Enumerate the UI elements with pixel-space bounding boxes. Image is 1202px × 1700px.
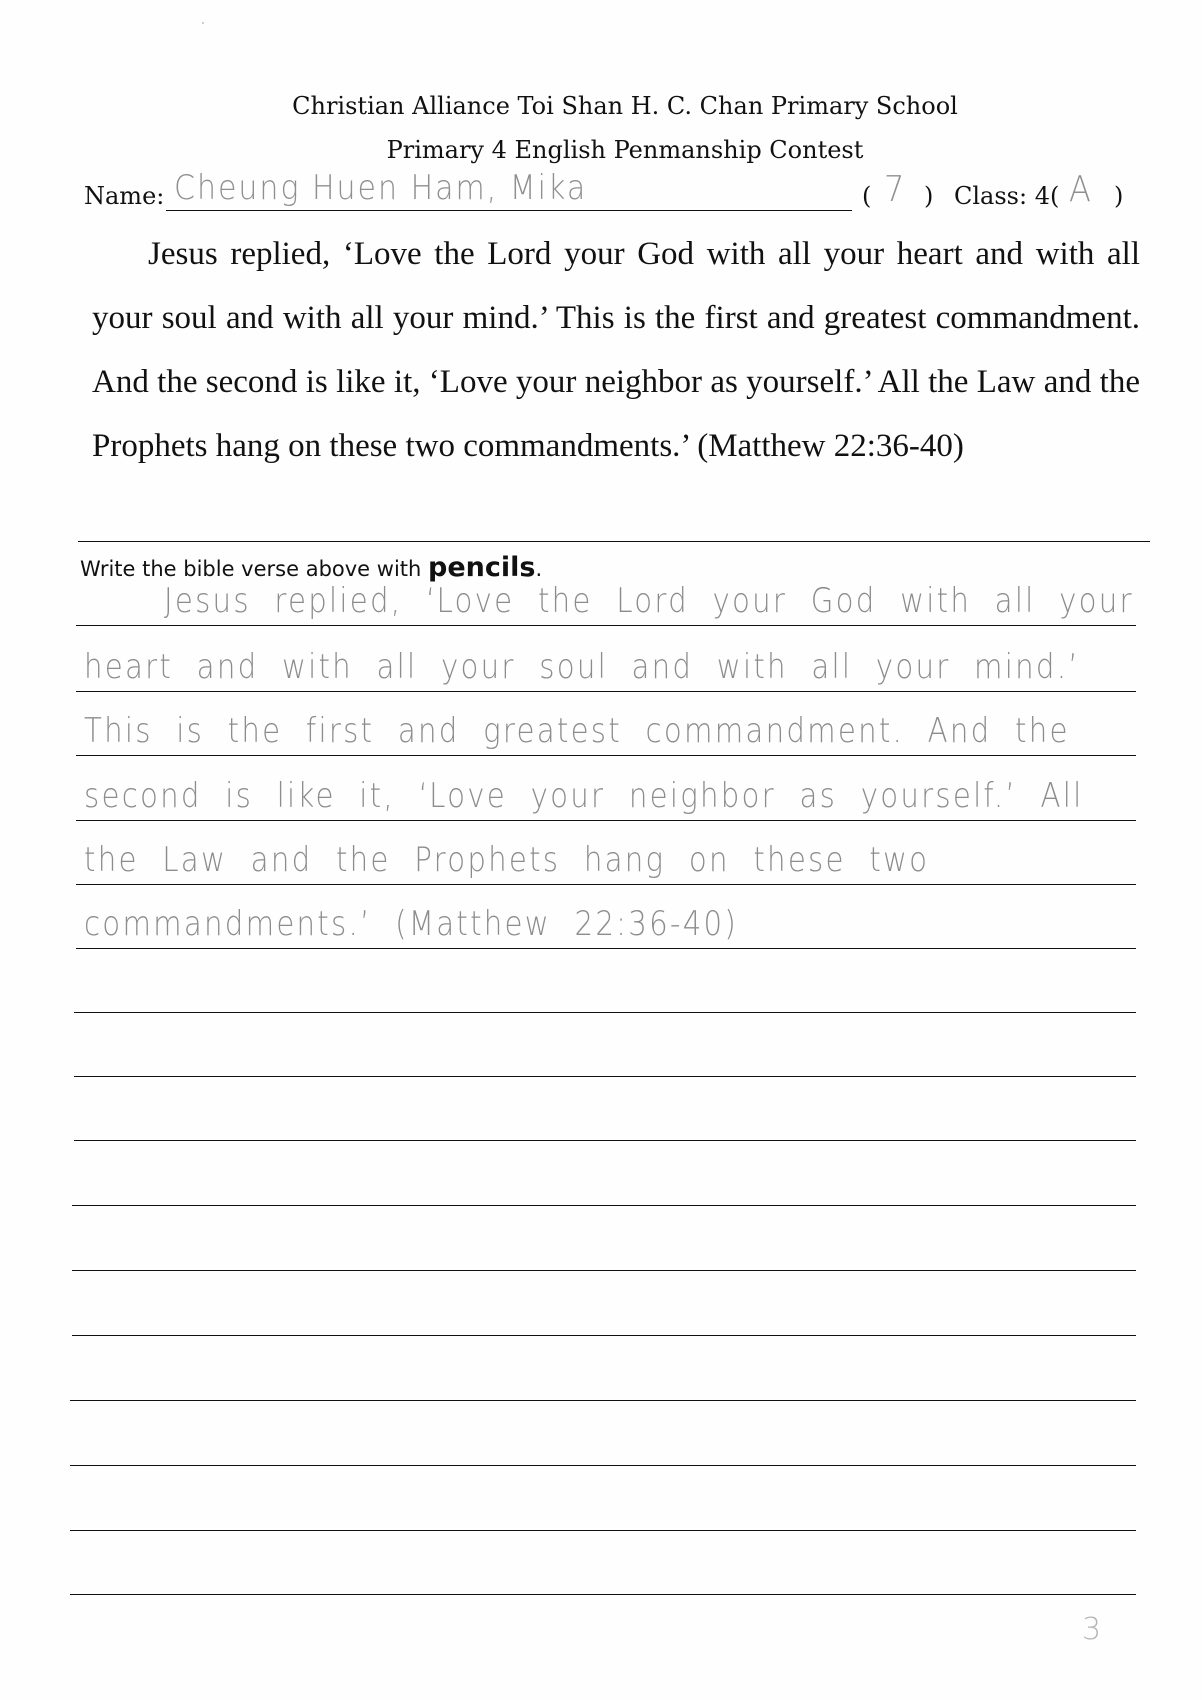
- writing-line[interactable]: [72, 1270, 1136, 1271]
- writing-line[interactable]: [70, 1400, 1136, 1401]
- writing-line[interactable]: [70, 1530, 1136, 1531]
- class-close-bracket: ): [1114, 182, 1124, 210]
- writing-line[interactable]: [76, 755, 1136, 756]
- contest-title: Primary 4 English Penmanship Contest: [386, 136, 864, 164]
- writing-line[interactable]: [70, 1594, 1136, 1595]
- writing-line[interactable]: [74, 1012, 1136, 1013]
- writing-line[interactable]: [76, 691, 1136, 692]
- writing-line[interactable]: [76, 884, 1136, 885]
- writing-line[interactable]: [70, 1465, 1136, 1466]
- seat-number-open-bracket: (: [862, 182, 872, 210]
- handwritten-line: second is like it, ‘Love your neighbor as yourself.’ All: [84, 776, 1084, 816]
- writing-line[interactable]: [76, 948, 1136, 949]
- bible-verse-text: Jesus replied, ‘Love the Lord your God with all your heart and with all your soul and with all your mind.’ This is the first and greatest commandment. And the second is like it, ‘Love your neighbor as yourself.’ All the Law and the Prophets hang on these two commandments.’ (Matthew 22:36-40): [92, 236, 1140, 464]
- class-value[interactable]: A: [1069, 167, 1093, 210]
- handwritten-line: This is the first and greatest commandment. And the: [84, 711, 1070, 751]
- school-name: Christian Alliance Toi Shan H. C. Chan Primary School: [292, 92, 958, 120]
- handwritten-line: heart and with all your soul and with all your mind.’: [84, 647, 1080, 687]
- seat-number-value[interactable]: 7: [884, 167, 907, 210]
- name-label: Name:: [84, 182, 165, 210]
- writing-line[interactable]: [72, 1335, 1136, 1336]
- class-label: Class: 4(: [954, 182, 1060, 210]
- writing-line[interactable]: [72, 1205, 1136, 1206]
- handwritten-line: Jesus replied, ‘Love the Lord your God with all your: [164, 581, 1134, 621]
- writing-line[interactable]: [76, 820, 1136, 821]
- instruction-end: .: [535, 557, 543, 581]
- writing-line[interactable]: [74, 1076, 1136, 1077]
- handwritten-line: commandments.’ (Matthew 22:36-40): [84, 904, 739, 944]
- seat-number-close-bracket: ): [924, 182, 934, 210]
- name-value: Cheung Huen Ham, Mika: [174, 168, 588, 208]
- handwritten-line: the Law and the Prophets hang on these two: [84, 840, 930, 880]
- page-number: 3: [1082, 1612, 1102, 1647]
- writing-line[interactable]: [74, 1140, 1136, 1141]
- instruction-text: Write the bible verse above with: [80, 557, 428, 581]
- instruction-emphasis: pencils: [428, 552, 536, 583]
- writing-line[interactable]: [76, 625, 1136, 626]
